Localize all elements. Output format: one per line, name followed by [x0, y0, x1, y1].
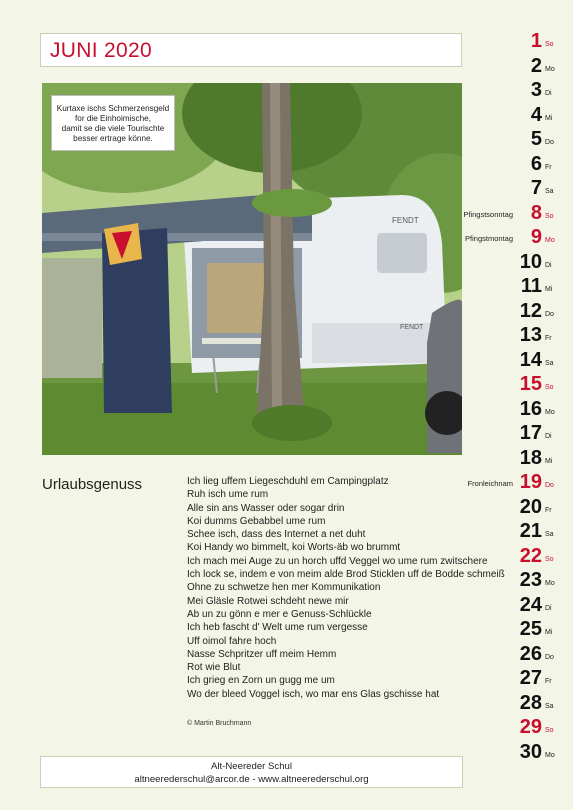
- caption-line: for die Einhoimische,: [75, 114, 151, 123]
- weekday-label: Mo: [545, 237, 555, 244]
- weekday-label: Mi: [545, 286, 553, 293]
- day-number: 4: [530, 103, 542, 126]
- day-row: [470, 250, 573, 274]
- caravan-brand-text: FENDT: [392, 216, 419, 225]
- poem-line: Koi dumms Gebabbel ume rum: [187, 515, 326, 527]
- weekday-label: So: [545, 727, 554, 734]
- weekday-label: Di: [545, 261, 552, 269]
- day-row: [470, 715, 573, 739]
- day-row: [470, 568, 573, 592]
- poem-title: Urlaubsgenuss: [42, 476, 143, 493]
- day-number: 1: [530, 30, 542, 52]
- weekday-label: Fr: [545, 506, 552, 514]
- weekday-label: Mo: [545, 408, 555, 416]
- day-number: 20: [519, 495, 542, 518]
- poem-line: Wo der bleed Voggel isch, wo mar ens Glas gschisse hat: [187, 688, 440, 700]
- holiday-label: Pfingstsonntag: [463, 209, 513, 219]
- day-number: 19: [519, 471, 542, 493]
- day-row: [463, 201, 573, 225]
- day-row: [470, 323, 573, 347]
- day-row: [470, 617, 573, 641]
- poem-line: Mei Gläsle Rotwei schdeht newe mir: [187, 595, 349, 607]
- caption-line: besser ertrage könne.: [73, 134, 153, 143]
- day-row: [470, 54, 573, 78]
- day-row: [470, 29, 573, 53]
- weekday-label: Mi: [545, 114, 553, 122]
- poem-line: Ohne zu schwetze hen mer Kommunikation: [187, 582, 381, 594]
- day-number: 15: [519, 373, 542, 395]
- footer-contact: altneerederschul@arcor.de - www.altneerederschul.org: [134, 774, 369, 785]
- photo-caption: [51, 95, 175, 151]
- weekday-label: Mo: [545, 751, 555, 759]
- day-number: 23: [519, 569, 542, 591]
- caption-line: damit se die viele Tourischte: [61, 124, 165, 133]
- weekday-label: Mi: [545, 457, 553, 465]
- poem-line: Uff oimol fahre hoch: [187, 635, 277, 647]
- weekday-label: So: [545, 384, 554, 391]
- month-title: JUNI 2020: [50, 39, 152, 62]
- day-number: 18: [519, 446, 542, 469]
- poem-line: Nasse Schpritzer uff meim Hemm: [187, 648, 337, 660]
- day-number: 17: [519, 422, 542, 444]
- day-number: 2: [530, 54, 542, 77]
- poem-line: Alle sin ans Wasser oder sogar drin: [187, 502, 345, 514]
- day-number: 6: [530, 152, 542, 175]
- day-number: 8: [530, 201, 542, 224]
- day-row: [470, 78, 573, 102]
- day-number: 25: [519, 618, 542, 640]
- poem-line: Ich mach mei Auge zu un horch uffd Veggel wo ume rum zwitschere: [187, 555, 488, 567]
- day-row: [470, 421, 573, 445]
- day-number: 16: [519, 397, 542, 420]
- day-row: [470, 593, 573, 617]
- day-row: [470, 666, 573, 690]
- weekday-label: So: [545, 41, 554, 48]
- day-row: [470, 299, 573, 323]
- day-row: [470, 544, 573, 568]
- day-row: [470, 519, 573, 543]
- day-number: 12: [519, 299, 542, 322]
- day-number: 26: [519, 642, 542, 665]
- poem-line: Schee isch, dass des Internet a net duht: [187, 529, 366, 541]
- day-row: [470, 495, 573, 519]
- footer-box: [40, 756, 463, 788]
- caption-line: Kurtaxe ischs Schmerzensgeld: [56, 104, 170, 113]
- poem-text: [187, 475, 505, 701]
- weekday-label: Mo: [545, 65, 555, 73]
- weekday-label: So: [545, 555, 554, 563]
- day-number: 7: [530, 177, 542, 199]
- day-row: [467, 470, 573, 494]
- weekday-label: Sa: [545, 359, 554, 367]
- weekday-label: Mo: [545, 580, 555, 587]
- poem-line: Ich lock se, indem e von meim alde Brod Sticklen uff de Bodde schmeiß: [187, 569, 505, 581]
- weekday-label: Fr: [545, 163, 552, 171]
- weekday-label: Do: [545, 310, 554, 318]
- poem-line: Koi Handy wo bimmelt, koi Worts-äb wo brummt: [187, 542, 401, 554]
- day-row: [470, 103, 573, 127]
- day-number: 11: [520, 275, 542, 297]
- poem-line: Ruh isch ume rum: [187, 489, 269, 501]
- weekday-label: Do: [545, 653, 554, 661]
- day-number: 24: [519, 593, 542, 616]
- weekday-label: Sa: [545, 188, 554, 195]
- poem-line: Ab un zu gönn e mer e Genuss-Schlückle: [187, 608, 372, 620]
- weekday-label: Di: [545, 433, 552, 440]
- weekday-label: Di: [545, 90, 552, 97]
- day-number: 5: [530, 128, 542, 150]
- weekday-label: Do: [545, 482, 554, 489]
- weekday-label: So: [545, 212, 554, 220]
- poem-line: Ich lieg uffem Liegeschduhl em Campingplatz: [187, 476, 389, 487]
- day-row: [470, 446, 573, 470]
- day-row: [470, 176, 573, 200]
- day-number: 10: [519, 250, 542, 273]
- day-number: 30: [519, 740, 542, 763]
- day-row: [470, 127, 573, 151]
- weekday-label: Sa: [545, 702, 554, 710]
- day-number: 21: [519, 520, 542, 542]
- day-row: [470, 397, 573, 421]
- holiday-label: Pfingstmontag: [465, 234, 513, 243]
- day-row: [470, 372, 573, 396]
- weekday-label: Sa: [545, 531, 554, 538]
- day-number: 28: [519, 691, 542, 714]
- caravan-brand-rear-text: FENDT: [400, 324, 424, 331]
- day-number: 3: [530, 79, 542, 101]
- poem-line: Ich heb fascht d' Welt ume rum vergesse: [187, 622, 368, 634]
- day-row: [470, 152, 573, 176]
- poem-line: Ich grieg en Zorn un gugg me um: [187, 675, 335, 687]
- footer-name: Alt-Neereder Schul: [210, 761, 293, 772]
- day-list: [463, 29, 573, 769]
- day-number: 14: [519, 348, 542, 371]
- day-number: 29: [519, 716, 542, 738]
- weekday-label: Fr: [545, 678, 552, 685]
- weekday-label: Di: [545, 604, 552, 612]
- day-number: 27: [519, 667, 542, 689]
- day-number: 13: [519, 324, 542, 346]
- weekday-label: Mi: [545, 629, 553, 636]
- month-title-box: [40, 33, 462, 67]
- day-number: 9: [530, 226, 542, 248]
- day-number: 22: [519, 544, 542, 567]
- weekday-label: Fr: [545, 335, 552, 342]
- day-row: [470, 740, 573, 764]
- poem-line: Rot wie Blut: [187, 662, 241, 674]
- day-row: [470, 691, 573, 715]
- day-row: [470, 274, 573, 298]
- weekday-label: Do: [545, 139, 554, 146]
- day-row: [470, 348, 573, 372]
- holiday-label: Fronleichnam: [467, 479, 513, 488]
- day-row: [470, 642, 573, 666]
- day-row: [465, 225, 573, 249]
- copyright: © Martin Bruchmann: [187, 720, 252, 727]
